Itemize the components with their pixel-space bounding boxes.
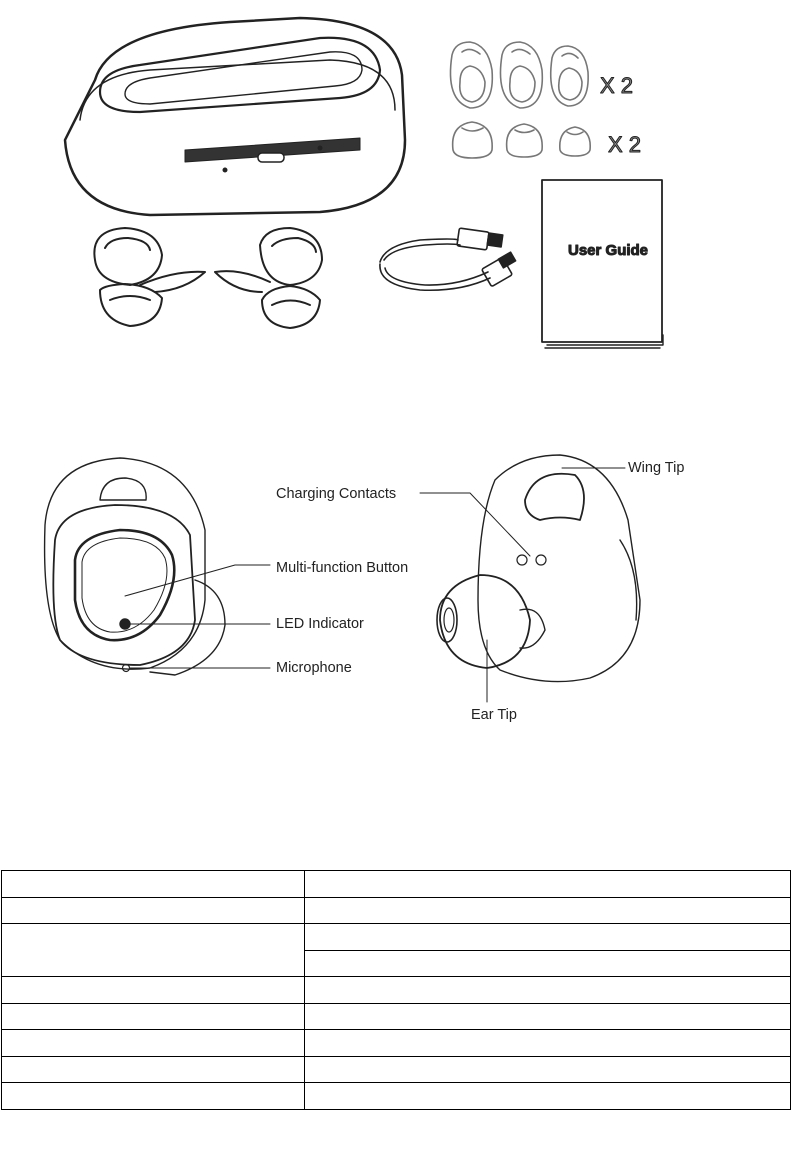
wing-tips-illustration [450, 42, 588, 108]
table-cell [2, 871, 305, 898]
table-row [2, 924, 791, 951]
table-cell [305, 1003, 791, 1030]
label-multi-function-button: Multi-function Button [276, 560, 409, 576]
table-row [2, 1003, 791, 1030]
user-guide-booklet [542, 180, 663, 348]
table-cell [2, 897, 305, 924]
table-row [2, 1056, 791, 1083]
table-cell [305, 1083, 791, 1110]
callout-leader-lines [125, 468, 625, 702]
table-cell [2, 977, 305, 1004]
package-contents-figure [0, 0, 791, 360]
eartip-quantity: X 2 [608, 132, 642, 157]
table-cell [305, 924, 791, 951]
table-cell [305, 950, 791, 977]
table-cell [2, 1003, 305, 1030]
table-cell [2, 1030, 305, 1057]
table-cell [305, 977, 791, 1004]
table-row [2, 1030, 791, 1057]
earbud-diagram [0, 440, 791, 740]
wingtip-quantity: X 2 [600, 73, 634, 98]
ear-tips-illustration [453, 122, 591, 158]
table-row [2, 871, 791, 898]
label-microphone: Microphone [276, 660, 352, 676]
earbuds-illustration [94, 228, 322, 328]
table-row [2, 1083, 791, 1110]
charging-case-illustration [65, 18, 405, 215]
earbud-side-view [437, 455, 640, 682]
earbud-front-view [45, 458, 225, 675]
specification-table [1, 870, 791, 1110]
label-ear-tip: Ear Tip [471, 707, 517, 723]
table-cell [305, 897, 791, 924]
table-cell [305, 871, 791, 898]
table-row [2, 977, 791, 1004]
table-row [2, 897, 791, 924]
usb-cable-illustration [380, 228, 516, 290]
table-cell [2, 924, 305, 977]
table-cell [305, 1030, 791, 1057]
table-cell [2, 1056, 305, 1083]
label-charging-contacts: Charging Contacts [276, 486, 397, 502]
label-led-indicator: LED Indicator [276, 616, 364, 632]
label-wing-tip: Wing Tip [628, 460, 685, 476]
table-cell [305, 1056, 791, 1083]
user-guide-title: User Guide [568, 242, 649, 259]
table-cell [2, 1083, 305, 1110]
